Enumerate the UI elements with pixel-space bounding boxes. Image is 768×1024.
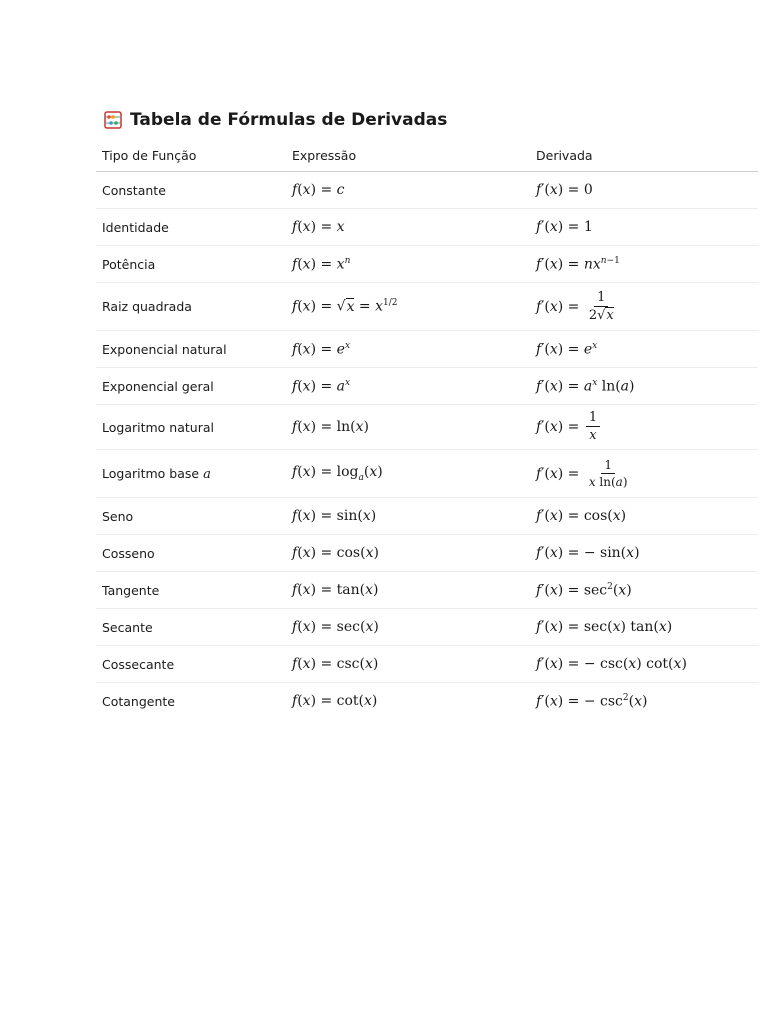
row-derivative: f′(x) = − $\csc^2(x)$ <box>536 692 648 710</box>
row-type: Secante <box>96 609 286 646</box>
row-type: Seno <box>96 498 286 535</box>
table-row <box>96 683 758 720</box>
row-type: Raiz quadrada <box>96 283 286 331</box>
table-row <box>96 405 758 450</box>
table-row <box>96 535 758 572</box>
row-derivative: $f'(x) = a^x$ ln(a) <box>530 368 758 405</box>
row-expression: $f(x) = x^n$ <box>286 246 530 283</box>
row-type: Cotangente <box>102 693 175 709</box>
row-type: Cosseno <box>96 535 286 572</box>
table-row <box>96 572 758 609</box>
row-expression: $f(x) = a^x$ <box>286 368 530 405</box>
page-title: Tabela de Fórmulas de Derivadas <box>130 110 448 130</box>
row-expression: f(x) = c <box>286 172 530 209</box>
row-expression: f(x) = csc(x) <box>286 646 530 683</box>
row-expression: f(x) = cos(x) <box>286 535 530 572</box>
row-expression: f(x) = tan(x) <box>286 572 530 609</box>
page-title-row <box>104 110 447 130</box>
table-row <box>96 246 758 283</box>
row-type: Cossecante <box>96 646 286 683</box>
row-expression: f(x) = sec(x) <box>286 609 530 646</box>
row-expression: $f(x) = √x = x^{1/2}$ <box>286 283 530 331</box>
header-expression: Expressão <box>286 140 530 172</box>
row-derivative: $f'(x) = \sec^2(x)$ <box>530 572 758 609</box>
table-row <box>96 368 758 405</box>
table-row <box>96 172 758 209</box>
row-type: Exponencial natural <box>96 331 286 368</box>
table-row <box>96 283 758 331</box>
table-row <box>96 646 758 683</box>
row-derivative: f′(x) = − csc(x) cot(x) <box>530 646 758 683</box>
fraction: $\frac{1}{2√x}$ <box>588 289 614 323</box>
row-expression: f(x) = ln(x) <box>286 405 530 450</box>
table-row <box>96 209 758 246</box>
fraction: $\frac{1}{x}$ <box>586 410 600 444</box>
row-derivative: $f'(x) = e^x$ <box>530 331 758 368</box>
row-derivative: f′(x) = $\frac{1}{\text{x ln(a)}}$ <box>530 450 758 498</box>
row-expression: f(x) = cot(x) <box>292 693 378 709</box>
row-derivative: f′(x) = − sin(x) <box>530 535 758 572</box>
row-derivative: f′(x) = $\frac{1}{2√x}$ <box>530 283 758 331</box>
table-row <box>96 450 758 498</box>
row-type: Logaritmo natural <box>96 405 286 450</box>
abacus-icon <box>104 111 122 129</box>
row-derivative: f′(x) = cos(x) <box>530 498 758 535</box>
row-expression: f(x) = x <box>286 209 530 246</box>
row-type: Tangente <box>96 572 286 609</box>
row-derivative: $f'(x) = nx^{n-1}$ <box>530 246 758 283</box>
row-derivative: f′(x) = $\frac{1}{x}$ <box>530 405 758 450</box>
table-row <box>96 609 758 646</box>
row-expression: $f(x) = e^x$ <box>286 331 530 368</box>
row-derivative: f′(x) = 1 <box>530 209 758 246</box>
row-type: Identidade <box>96 209 286 246</box>
table-row <box>96 331 758 368</box>
row-type: Logaritmo base a <box>96 450 286 498</box>
row-expression: $f(x) = \log_a(x)$ <box>286 450 530 498</box>
derivatives-table <box>96 140 758 719</box>
table-row <box>96 498 758 535</box>
row-derivative: f′(x) = 0 <box>530 172 758 209</box>
row-type: Potência <box>96 246 286 283</box>
row-expression: f(x) = sin(x) <box>286 498 530 535</box>
row-type: Exponencial geral <box>96 368 286 405</box>
row-type: Constante <box>96 172 286 209</box>
header-function-type: Tipo de Função <box>96 140 286 172</box>
table-header-row <box>96 140 758 172</box>
fraction: $\frac{1}{\text{x ln(a)}}$ <box>588 457 628 489</box>
row-derivative: f′(x) = sec(x) tan(x) <box>530 609 758 646</box>
header-derivative: Derivada <box>530 140 758 172</box>
